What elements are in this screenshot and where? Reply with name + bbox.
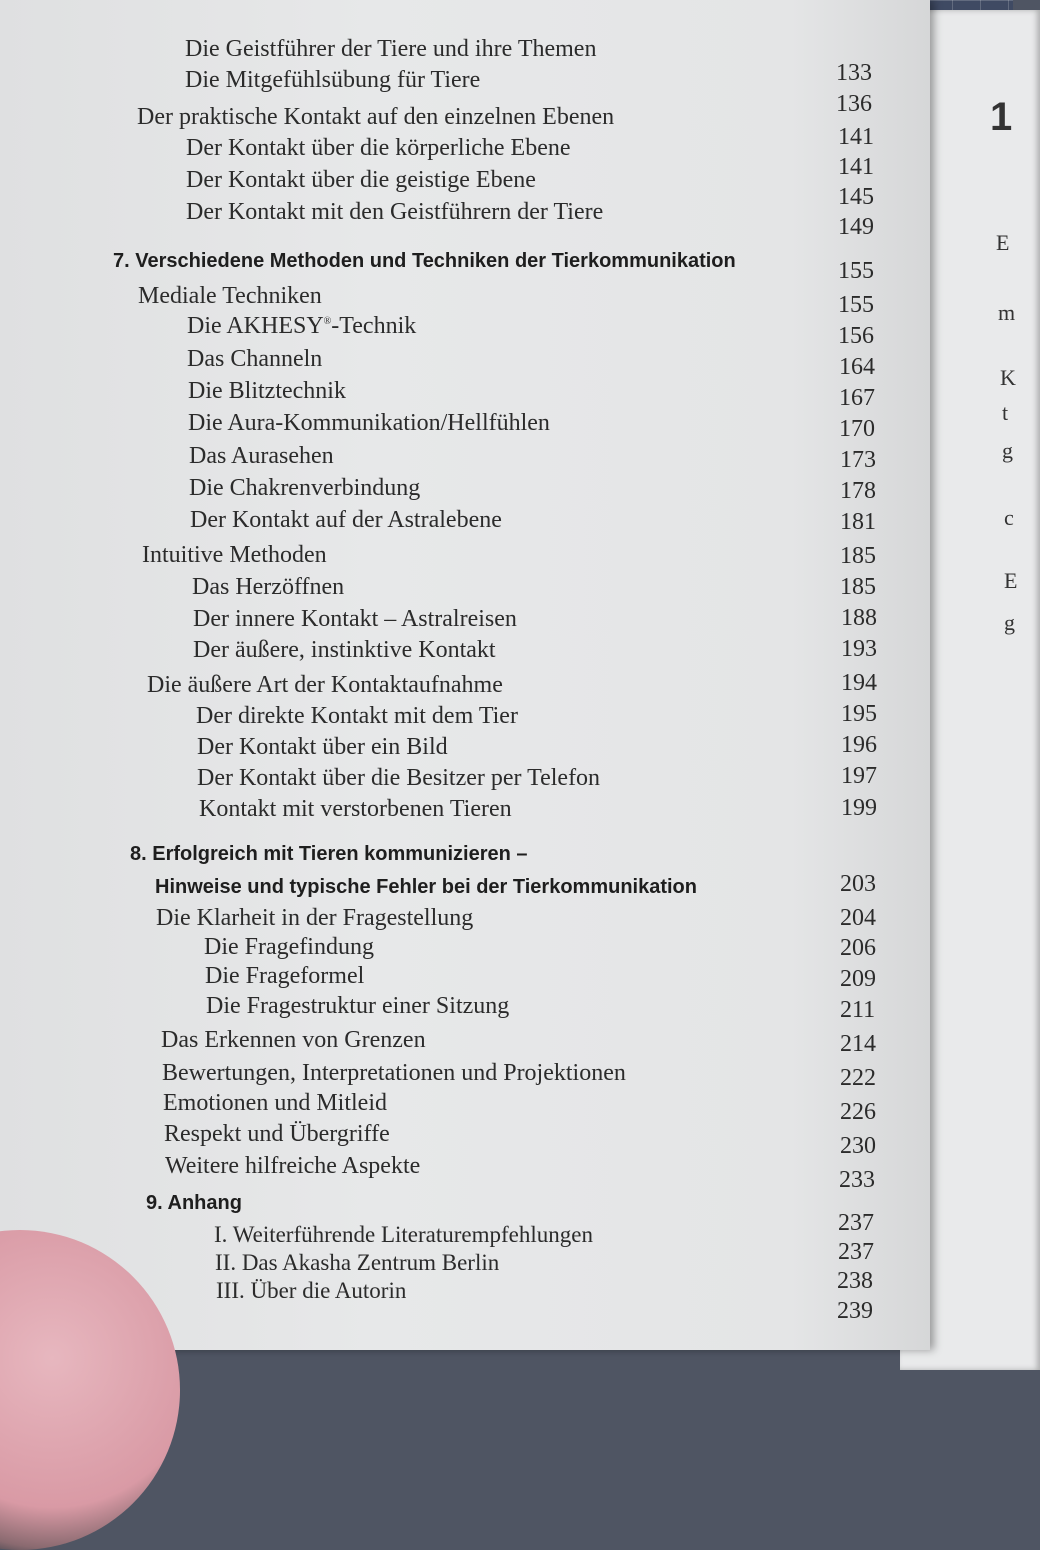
toc-entry-title: I. Weiterführende Literaturempfehlungen — [214, 1222, 593, 1247]
toc-entry-title: Die Geistführer der Tiere und ihre Themen — [185, 36, 597, 62]
toc-entry-title: Der äußere, instinktive Kontakt — [193, 637, 496, 663]
toc-page-number: 188 — [841, 605, 877, 631]
toc-page-number: 195 — [841, 701, 877, 727]
toc-page-number: 185 — [840, 543, 876, 569]
toc-entry-title: Der Kontakt auf der Astralebene — [190, 507, 502, 533]
toc-entry-title: Emotionen und Mitleid — [163, 1090, 387, 1116]
toc-entry-title: Weitere hilfreiche Aspekte — [165, 1153, 421, 1179]
next-page-glyph: E — [1004, 568, 1018, 593]
toc-entry-title: Der Kontakt über ein Bild — [197, 734, 448, 760]
toc-page-number: 185 — [840, 574, 876, 600]
toc-page-number: 222 — [840, 1065, 876, 1091]
toc-page-number: 133 — [836, 60, 872, 86]
toc-entry-title: III. Über die Autorin — [216, 1278, 407, 1303]
toc-entry-title: Der Kontakt über die Besitzer per Telefon — [197, 765, 601, 791]
toc-entry-title: Die Fragestruktur einer Sitzung — [206, 993, 510, 1019]
toc-page-number: 226 — [840, 1099, 876, 1125]
toc-page-number: 181 — [840, 509, 876, 535]
toc-page-number: 233 — [839, 1167, 875, 1193]
next-page-glyph: t — [1002, 400, 1009, 425]
next-page-glyph: K — [1000, 365, 1016, 390]
toc-entry-title: Die Frageformel — [205, 963, 365, 989]
toc-entry-title: Die AKHESY®-Technik — [187, 313, 417, 339]
toc-entry-title: Respekt und Übergriffe — [164, 1121, 390, 1147]
toc-page-number: 145 — [838, 184, 874, 210]
toc-page-number: 167 — [839, 385, 875, 411]
toc-page-number: 155 — [838, 258, 874, 284]
toc-entry-title: Die Blitztechnik — [188, 378, 346, 404]
toc-entry-title: Der Kontakt über die geistige Ebene — [186, 167, 536, 193]
toc-page-number: 136 — [836, 91, 872, 117]
next-page-glyph: c — [1004, 505, 1014, 530]
toc-page-number: 149 — [838, 214, 874, 240]
toc-page-number: 214 — [840, 1031, 876, 1057]
toc-entry-title: Der direkte Kontakt mit dem Tier — [196, 703, 518, 729]
next-page-glyph: g — [1002, 438, 1013, 463]
toc-entry-title: Das Aurasehen — [189, 443, 334, 469]
toc-page-number: 156 — [838, 323, 874, 349]
toc-entry-title: Die Klarheit in der Fragestellung — [156, 905, 474, 931]
toc-page-number: 204 — [840, 905, 876, 931]
toc-chapter-title: 8. Erfolgreich mit Tieren kommunizieren – — [130, 843, 528, 865]
toc-entry-title: Das Herzöffnen — [192, 574, 345, 600]
toc-page-number: 193 — [841, 636, 877, 662]
toc-page-number: 203 — [840, 871, 876, 897]
toc-page-number: 141 — [838, 124, 874, 150]
toc-entry-title: Die Mitgefühlsübung für Tiere — [185, 67, 481, 93]
toc-page-number: 239 — [837, 1298, 873, 1324]
toc-page-number: 197 — [841, 763, 877, 789]
toc-page-number: 173 — [840, 447, 876, 473]
next-page-glyph: 1 — [990, 95, 1013, 139]
toc-entry-title: Das Channeln — [187, 346, 323, 372]
toc-entry-title: Intuitive Methoden — [142, 542, 327, 568]
toc-entry-title: Die Chakrenverbindung — [189, 475, 421, 501]
toc-entry-title: Kontakt mit verstorbenen Tieren — [199, 796, 512, 822]
toc-page-number: 196 — [841, 732, 877, 758]
toc-page-number: 209 — [840, 966, 876, 992]
toc-chapter-title: 9. Anhang — [146, 1192, 242, 1214]
toc-entry-title: Das Erkennen von Grenzen — [161, 1027, 426, 1053]
next-page-glyph: m — [998, 300, 1016, 325]
toc-entry-title: Die äußere Art der Kontaktaufnahme — [147, 672, 503, 698]
toc-page-number: 211 — [840, 997, 876, 1023]
toc-page-number: 237 — [838, 1210, 874, 1236]
toc-page-number: 237 — [838, 1239, 874, 1265]
toc-entry-title: Der praktische Kontakt auf den einzelnen Ebenen — [137, 104, 615, 130]
toc-entry-title: II. Das Akasha Zentrum Berlin — [215, 1250, 500, 1275]
toc-entry-title: Der Kontakt mit den Geistführern der Tiere — [186, 199, 604, 225]
toc-page-number: 199 — [841, 795, 877, 821]
next-page-glyph: E — [996, 230, 1010, 255]
toc-entry-title: Der innere Kontakt – Astralreisen — [193, 606, 517, 632]
toc-entry-title: Bewertungen, Interpretationen und Projektionen — [162, 1060, 626, 1086]
toc-page-number: 141 — [838, 154, 874, 180]
toc-entry-title: Der Kontakt über die körperliche Ebene — [186, 135, 571, 161]
toc-entry-title: Mediale Techniken — [138, 283, 322, 309]
toc-entry-title: Die Fragefindung — [204, 934, 374, 960]
toc-page-number: 230 — [840, 1133, 876, 1159]
toc-page-number: 206 — [840, 935, 876, 961]
next-page-glyph: g — [1004, 610, 1015, 635]
toc-page-number: 170 — [839, 416, 875, 442]
toc-chapter-title: Hinweise und typische Fehler bei der Tierkommunikation — [155, 876, 697, 898]
toc-chapter-title: 7. Verschiedene Methoden und Techniken der Tierkommunikation — [113, 250, 736, 272]
toc-page-number: 155 — [838, 292, 874, 318]
toc-entry-title: Die Aura-Kommunikation/Hellfühlen — [188, 410, 550, 436]
toc-page-number: 164 — [839, 354, 875, 380]
toc-page-number: 238 — [837, 1268, 873, 1294]
toc-page-number: 178 — [840, 478, 876, 504]
toc-page-number: 194 — [841, 670, 877, 696]
